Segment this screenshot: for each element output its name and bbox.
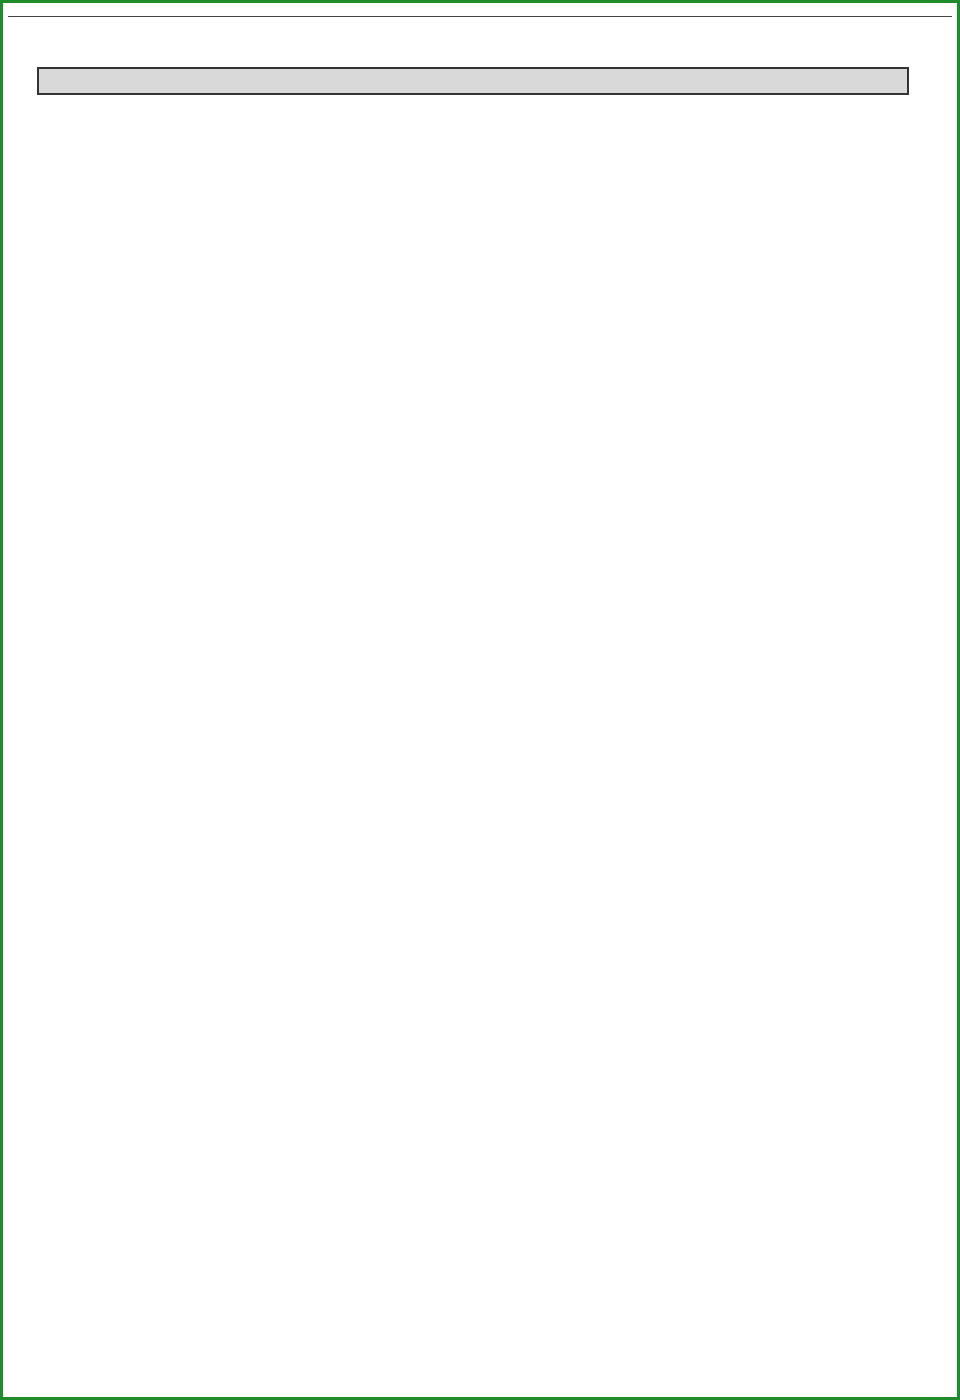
checklist-title-bar xyxy=(37,67,909,95)
running-header xyxy=(8,0,952,17)
